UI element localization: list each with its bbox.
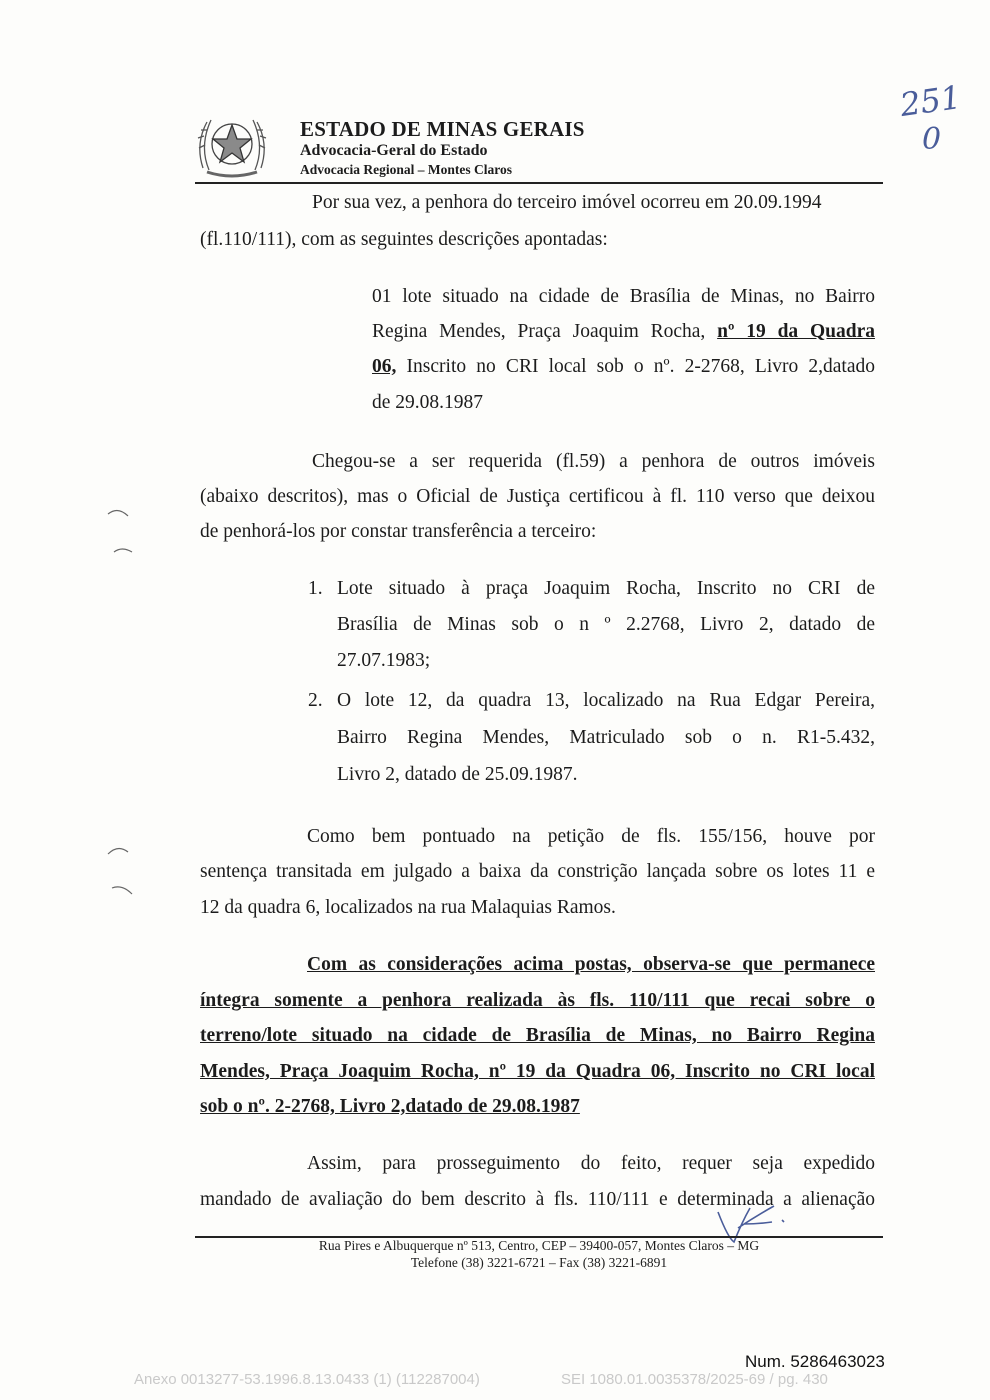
handwritten-mark: 0	[922, 122, 942, 157]
quote-line-2: Regina Mendes, Praça Joaquim Rocha, nº 19 da Quadra	[372, 321, 876, 342]
list-item-2-line-1: O lote 12, da quadra 13, localizado na Rua Edgar Pereira,	[337, 690, 875, 711]
p2-line-3: de penhorá-los por constar transferência a terceiro:	[200, 521, 597, 542]
quote-line-4: de 29.08.1987	[372, 392, 484, 413]
p4-line-1: Com as considerações acima postas, observa-se que permanece	[307, 954, 875, 975]
p2-line-1: Chegou-se a ser requerida (fl.59) a penhora de outros imóveis	[312, 451, 875, 472]
quote-line-1: 01 lote situado na cidade de Brasília de Minas, no Bairro	[372, 286, 875, 307]
margin-marks	[100, 500, 140, 900]
header-rule	[195, 182, 883, 184]
header-office: Advocacia Regional – Montes Claros	[300, 162, 512, 177]
sei-page-stamp: SEI 1080.01.0035378/2025-69 / pg. 430	[561, 1371, 828, 1388]
p1-line-2: (fl.110/111), com as seguintes descrições apontadas:	[200, 229, 608, 250]
list-item-1-line-3: 27.07.1983;	[337, 650, 431, 671]
p3-line-1: Como bem pontuado na petição de fls. 155/156, houve por	[307, 826, 875, 847]
p4-line-3: terreno/lote situado na cidade de Brasília de Minas, no Bairro Regina	[200, 1025, 875, 1046]
annex-stamp: Anexo 0013277-53.1996.8.13.0433 (1) (112287004)	[134, 1371, 480, 1388]
p4-line-5: sob o nº. 2-2768, Livro 2,datado de 29.08.1987	[200, 1096, 580, 1117]
p5-line-2: mandado de avaliação do bem descrito à fls. 110/111 e determinada a alienação	[200, 1189, 875, 1210]
p1-line-1: Por sua vez, a penhora do terceiro imóvel ocorreu em 20.09.1994	[312, 192, 822, 213]
state-coat-of-arms-logo	[193, 108, 271, 180]
footer-address: Rua Pires e Albuquerque nº 513, Centro, CEP – 39400-057, Montes Claros – MG	[318, 1238, 760, 1253]
p5-line-1: Assim, para prosseguimento do feito, requer seja expedido	[307, 1153, 875, 1174]
quote-emphasis-2: 06,	[372, 356, 397, 377]
header-title: ESTADO DE MINAS GERAIS	[300, 117, 585, 141]
p2-line-2: (abaixo descritos), mas o Oficial de Justiça certificou à fl. 110 verso que deixou	[200, 486, 875, 507]
p3-line-3: 12 da quadra 6, localizados na rua Malaquias Ramos.	[200, 897, 616, 918]
p3-line-2: sentença transitada em julgado a baixa da constrição lançada sobre os lotes 11 e	[200, 861, 875, 882]
list-item-1-number: 1.	[308, 578, 323, 599]
list-item-2-number: 2.	[308, 690, 323, 711]
quote-line-3: 06, Inscrito no CRI local sob o nº. 2-2768, Livro 2,datado	[372, 356, 876, 377]
list-item-2-line-3: Livro 2, datado de 25.09.1987.	[337, 764, 578, 785]
list-item-2-line-2: Bairro Regina Mendes, Matriculado sob o n. R1-5.432,	[337, 727, 875, 748]
document-number: Num. 5286463023	[745, 1352, 885, 1371]
list-item-1-line-1: Lote situado à praça Joaquim Rocha, Inscrito no CRI de	[337, 578, 875, 599]
p4-line-2: íntegra somente a penhora realizada às fls. 110/111 que recai sobre o	[200, 990, 875, 1011]
handwritten-page-number: 251	[897, 77, 964, 125]
header-subtitle: Advocacia-Geral do Estado	[300, 142, 488, 159]
p4-line-4: Mendes, Praça Joaquim Rocha, nº 19 da Quadra 06, Inscrito no CRI local	[200, 1061, 875, 1082]
quote-emphasis-1: nº 19 da Quadra	[717, 321, 876, 342]
list-item-1-line-2: Brasília de Minas sob o n º 2.2768, Livro 2, datado de	[337, 614, 875, 635]
footer-phone: Telefone (38) 3221-6721 – Fax (38) 3221-6891	[410, 1255, 668, 1270]
